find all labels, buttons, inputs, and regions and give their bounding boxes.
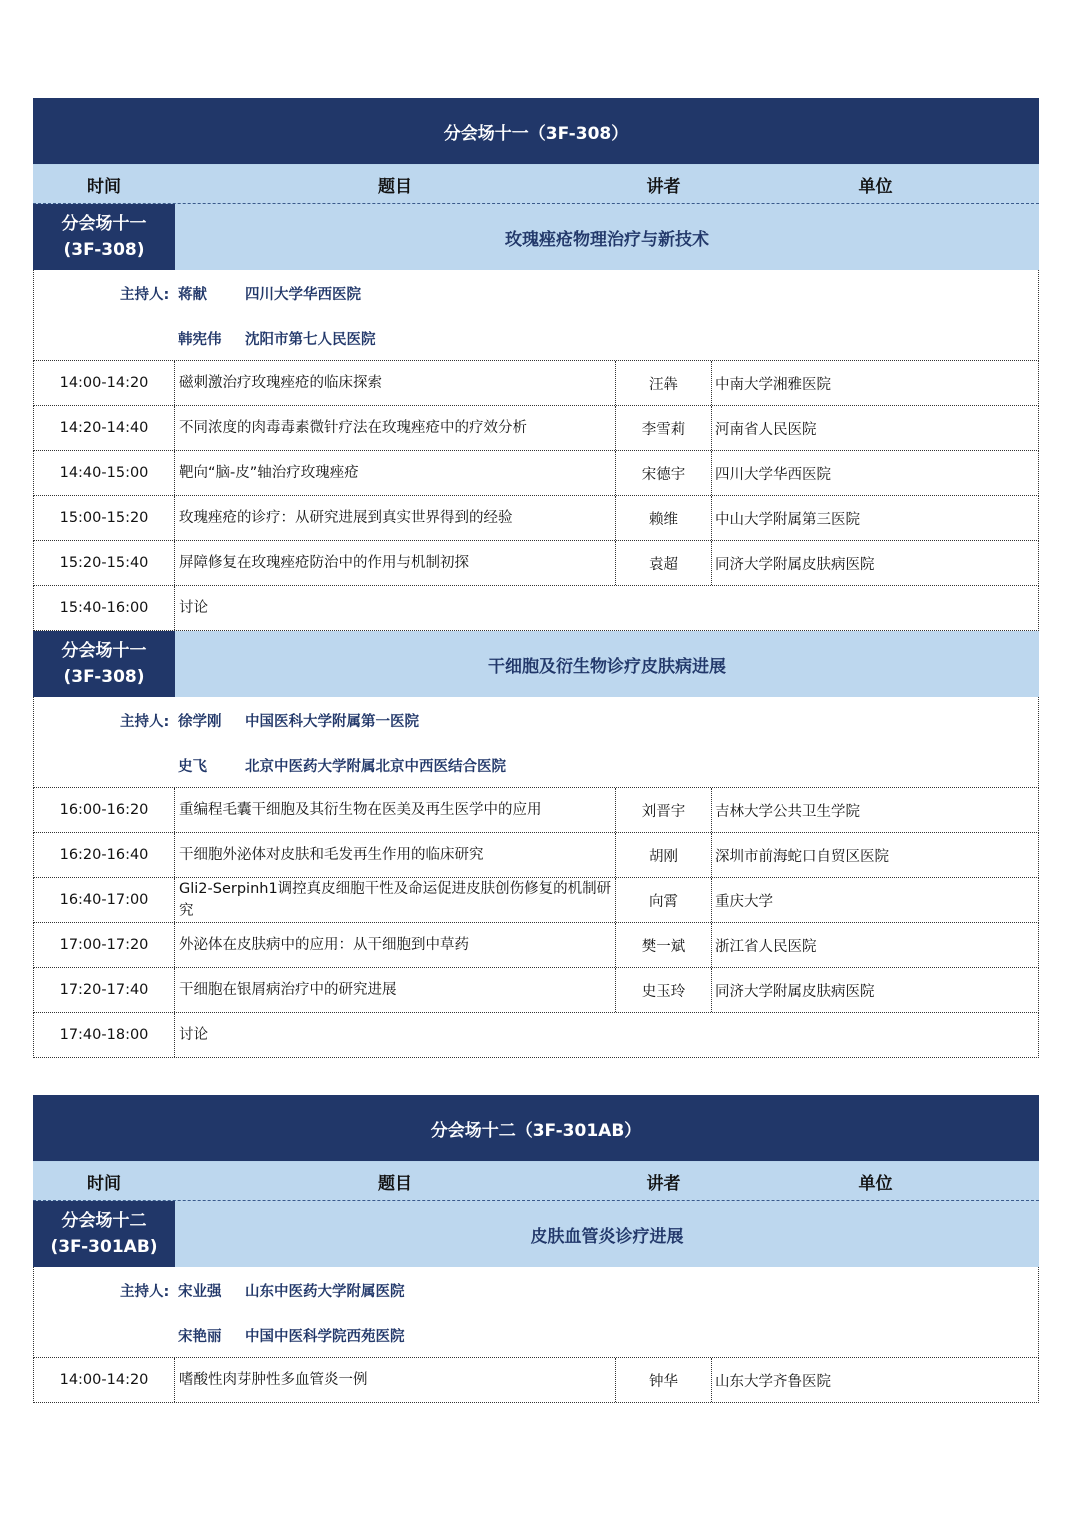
moderator-row bbox=[34, 1325, 1038, 1345]
moderator-unit: 中国中医科学院西苑医院 bbox=[245, 1328, 405, 1345]
moderator-label: 主持人: bbox=[120, 1283, 170, 1300]
block-theme: 玫瑰痤疮物理治疗与新技术 bbox=[505, 229, 709, 250]
talk-topic: 干细胞在银屑病治疗中的研究进展 bbox=[175, 968, 616, 1012]
moderator-label: 主持人: bbox=[120, 713, 170, 730]
block-title bbox=[33, 204, 1039, 270]
moderator-name: 徐学刚 bbox=[178, 713, 222, 730]
talk-unit: 同济大学附属皮肤病医院 bbox=[715, 556, 875, 573]
block-theme: 皮肤血管炎诊疗进展 bbox=[530, 1226, 684, 1247]
talk-time: 16:20-16:40 bbox=[34, 833, 175, 877]
talk-topic: 靶向“脑-皮”轴治疗玫瑰痤疮 bbox=[175, 451, 616, 495]
talk-speaker: 赖维 bbox=[616, 496, 712, 540]
talk-row bbox=[33, 833, 1039, 878]
block-theme: 干细胞及衍生物诊疗皮肤病进展 bbox=[488, 656, 726, 677]
talk-row bbox=[33, 361, 1039, 406]
discussion-label: 讨论 bbox=[179, 1027, 208, 1043]
header-time: 时间 bbox=[87, 1173, 121, 1194]
moderator-row bbox=[34, 710, 1038, 730]
discussion-label: 讨论 bbox=[179, 600, 208, 616]
talk-topic: 外泌体在皮肤病中的应用：从干细胞到中草药 bbox=[175, 923, 616, 967]
venue-name: 分会场十一 bbox=[61, 641, 147, 661]
moderators bbox=[33, 270, 1039, 361]
column-header-row bbox=[33, 1162, 1039, 1201]
venue-label bbox=[33, 204, 175, 270]
venue-label bbox=[33, 631, 175, 697]
talk-time: 14:40-15:00 bbox=[34, 451, 175, 495]
talk-row bbox=[33, 451, 1039, 496]
moderator-unit: 中国医科大学附属第一医院 bbox=[245, 713, 419, 730]
moderator-unit: 沈阳市第七人民医院 bbox=[245, 331, 376, 348]
talk-row bbox=[33, 496, 1039, 541]
talk-row bbox=[33, 968, 1039, 1013]
talk-speaker: 宋德宇 bbox=[616, 451, 712, 495]
moderator-name: 蒋献 bbox=[178, 286, 207, 303]
venue-room: (3F-308) bbox=[63, 667, 145, 687]
block-title bbox=[33, 1201, 1039, 1267]
talk-topic: 屏障修复在玫瑰痤疮防治中的作用与机制初探 bbox=[175, 541, 616, 585]
talk-topic: 不同浓度的肉毒毒素微针疗法在玫瑰痤疮中的疗效分析 bbox=[175, 406, 616, 450]
moderator-unit: 山东中医药大学附属医院 bbox=[245, 1283, 405, 1300]
talk-topic: 嗜酸性肉芽肿性多血管炎一例 bbox=[175, 1358, 616, 1402]
discussion-time: 17:40-18:00 bbox=[34, 1013, 175, 1057]
discussion-row bbox=[33, 1013, 1039, 1058]
hall-title: 分会场十二（3F-301AB） bbox=[33, 1095, 1039, 1162]
talk-time: 16:40-17:00 bbox=[34, 878, 175, 922]
moderators bbox=[33, 697, 1039, 788]
header-unit: 单位 bbox=[858, 176, 893, 197]
talk-unit: 重庆大学 bbox=[715, 893, 773, 910]
talk-unit: 同济大学附属皮肤病医院 bbox=[715, 983, 875, 1000]
moderator-name: 韩宪伟 bbox=[178, 331, 222, 348]
moderator-unit: 四川大学华西医院 bbox=[245, 286, 361, 303]
talk-speaker: 史玉玲 bbox=[616, 968, 712, 1012]
talk-time: 17:20-17:40 bbox=[34, 968, 175, 1012]
block-title bbox=[33, 631, 1039, 697]
talk-speaker: 胡刚 bbox=[616, 833, 712, 877]
talk-row bbox=[33, 788, 1039, 833]
talk-unit: 浙江省人民医院 bbox=[715, 938, 817, 955]
talk-unit: 河南省人民医院 bbox=[715, 421, 817, 438]
talk-row bbox=[33, 878, 1039, 923]
talk-topic: 干细胞外泌体对皮肤和毛发再生作用的临床研究 bbox=[175, 833, 616, 877]
talk-time: 14:00-14:20 bbox=[34, 1358, 175, 1402]
discussion-time: 15:40-16:00 bbox=[34, 586, 175, 630]
talk-time: 17:00-17:20 bbox=[34, 923, 175, 967]
talk-speaker: 樊一斌 bbox=[616, 923, 712, 967]
venue-room: (3F-308) bbox=[63, 240, 145, 260]
venue-name: 分会场十一 bbox=[61, 214, 147, 234]
header-topic: 题目 bbox=[378, 1173, 412, 1194]
moderator-name: 宋业强 bbox=[178, 1283, 222, 1300]
talk-row bbox=[33, 406, 1039, 451]
header-topic: 题目 bbox=[378, 176, 412, 197]
talk-unit: 山东大学齐鲁医院 bbox=[715, 1373, 831, 1390]
talk-topic: 玫瑰痤疮的诊疗：从研究进展到真实世界得到的经验 bbox=[175, 496, 616, 540]
header-unit: 单位 bbox=[858, 1173, 893, 1194]
talk-speaker: 汪犇 bbox=[616, 361, 712, 405]
moderator-label: 主持人: bbox=[120, 286, 170, 303]
talk-row bbox=[33, 1358, 1039, 1403]
discussion-row bbox=[33, 586, 1039, 631]
venue-name: 分会场十二 bbox=[61, 1211, 147, 1231]
session-table-11 bbox=[33, 98, 1039, 1058]
moderator-unit: 北京中医药大学附属北京中西医结合医院 bbox=[245, 758, 506, 775]
talk-speaker: 李雪莉 bbox=[616, 406, 712, 450]
talk-time: 15:00-15:20 bbox=[34, 496, 175, 540]
header-speaker: 讲者 bbox=[646, 176, 681, 197]
talk-row bbox=[33, 541, 1039, 586]
header-time: 时间 bbox=[87, 176, 121, 197]
venue-label bbox=[33, 1201, 175, 1267]
talk-time: 16:00-16:20 bbox=[34, 788, 175, 832]
moderator-row bbox=[34, 755, 1038, 775]
moderator-row bbox=[34, 1280, 1038, 1300]
talk-topic: 磁刺激治疗玫瑰痤疮的临床探索 bbox=[175, 361, 616, 405]
talk-unit: 深圳市前海蛇口自贸区医院 bbox=[715, 848, 889, 865]
talk-unit: 吉林大学公共卫生学院 bbox=[715, 803, 860, 820]
venue-room: (3F-301AB) bbox=[50, 1237, 158, 1257]
talk-speaker: 钟华 bbox=[616, 1358, 712, 1402]
talk-unit: 四川大学华西医院 bbox=[715, 466, 831, 483]
talk-speaker: 袁超 bbox=[616, 541, 712, 585]
moderator-row bbox=[34, 328, 1038, 348]
moderator-name: 宋艳丽 bbox=[178, 1328, 222, 1345]
hall-title: 分会场十一（3F-308） bbox=[33, 98, 1039, 165]
talk-speaker: 刘晋宇 bbox=[616, 788, 712, 832]
header-speaker: 讲者 bbox=[646, 1173, 681, 1194]
talk-time: 14:00-14:20 bbox=[34, 361, 175, 405]
talk-time: 14:20-14:40 bbox=[34, 406, 175, 450]
talk-topic: Gli2-Serpinh1调控真皮细胞干性及命运促进皮肤创伤修复的机制研究 bbox=[175, 878, 616, 922]
talk-row bbox=[33, 923, 1039, 968]
moderators bbox=[33, 1267, 1039, 1358]
moderator-name: 史飞 bbox=[178, 758, 207, 775]
talk-time: 15:20-15:40 bbox=[34, 541, 175, 585]
talk-speaker: 向霄 bbox=[616, 878, 712, 922]
talk-unit: 中南大学湘雅医院 bbox=[715, 376, 831, 393]
column-header-row bbox=[33, 165, 1039, 204]
moderator-row bbox=[34, 283, 1038, 303]
talk-unit: 中山大学附属第三医院 bbox=[715, 511, 860, 528]
session-table-12 bbox=[33, 1095, 1039, 1403]
talk-topic: 重编程毛囊干细胞及其衍生物在医美及再生医学中的应用 bbox=[175, 788, 616, 832]
